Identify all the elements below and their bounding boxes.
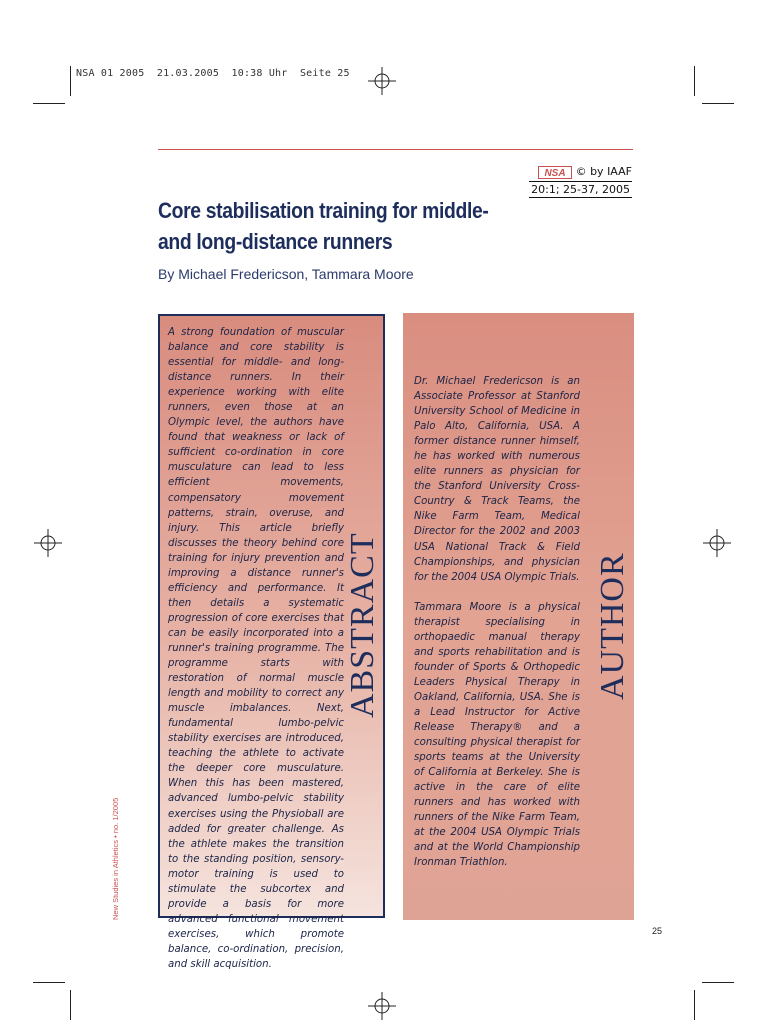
- author-bios: [414, 374, 580, 886]
- crop-mark: [70, 66, 71, 96]
- registration-mark-icon: [368, 992, 396, 1020]
- author-bio-fredericson: Dr. Michael Fredericson is an Associate Professor at Stanford University School of Medicine in Palo Alto, California, USA. A former distance runner himself, he has worked with numerous elite runners as physician for the Stanford University Cross-Country & Track Teams, the Nike Farm Team, Medical Director for the 2002 and 2003 USA National Track & Field Championships, and physician for the 2004 USA Olympic Trials.: [414, 376, 580, 583]
- crop-mark: [33, 103, 65, 104]
- crop-mark: [33, 982, 65, 983]
- article-byline: By Michael Fredericson, Tammara Moore: [158, 266, 414, 282]
- author-bio-moore: Tammara Moore is a physical therapist specialising in orthopaedic manual therapy and sports rehabilitation and is founder of Sports & Orthopedic Leaders Physical Therapy in Oakland, California, USA. She is a Lead Instructor for Active Release Therapy® and a consulting physical therapist for sports teams at the University of California at Berkeley. She is active in the care of elite runners and has worked with runners of the Nike Farm Team, at the 2004 USA Olympic Trials and at the World Championship Ironman Triathlon.: [414, 601, 580, 869]
- header-rule: [158, 149, 633, 150]
- crop-mark: [702, 103, 734, 104]
- crop-mark: [694, 66, 695, 96]
- citation: 20:1; 25-37, 2005: [531, 183, 630, 196]
- article-title: Core stabilisation training for middle- and long-distance runners: [158, 198, 489, 254]
- abstract-text: A strong foundation of muscular balance and core stability is essential for middle- and long-distance runners. In their experience working with elite runners, even those at an Olympic level, the authors have found that weakness or lack of sufficient co-ordination in core musculature can lead to less efficient movements, compensatory movement patterns, strain, overuse, and injury. This article briefly discusses the theory behind core training for injury prevention and improving a distance runner's efficiency and performance. It then details a systematic progression of core exercises that can be easily incorporated into a runner's training programme. The programme starts with restoration of normal muscle length and mobility to correct any muscle imbalances. Next, fundamental lumbo-pelvic stability exercises are introduced, teaching the athlete to activate the deeper core musculature. When this has been mastered, advanced lumbo-pelvic stability exercises using the Physioball are added for greater challenge. As the athlete makes the transition to the standing position, sensory-motor training is used to stimulate the subcortex and provide a basis for more advanced functional movement exercises, which promote balance, co-ordination, precision, and skill acquisition.: [168, 327, 344, 970]
- crop-mark: [694, 990, 695, 1020]
- copyright-text: © by IAAF: [575, 165, 632, 178]
- nsa-logo-text: NSA: [544, 167, 566, 179]
- journal-credit: New Studies in Athletics • no. 1/2005: [111, 797, 120, 920]
- abstract-heading: ABSTRACT: [344, 532, 381, 718]
- registration-mark-icon: [703, 529, 731, 557]
- crop-mark: [702, 982, 734, 983]
- page-number: 25: [652, 926, 663, 936]
- print-slug-line: NSA 01 2005 21.03.2005 10:38 Uhr Seite 25: [76, 68, 350, 79]
- registration-mark-icon: [368, 67, 396, 95]
- registration-mark-icon: [34, 529, 62, 557]
- author-heading: AUTHOR: [594, 552, 631, 700]
- nsa-logo-icon: [538, 166, 572, 179]
- publisher-block: [529, 164, 632, 198]
- crop-mark: [70, 990, 71, 1020]
